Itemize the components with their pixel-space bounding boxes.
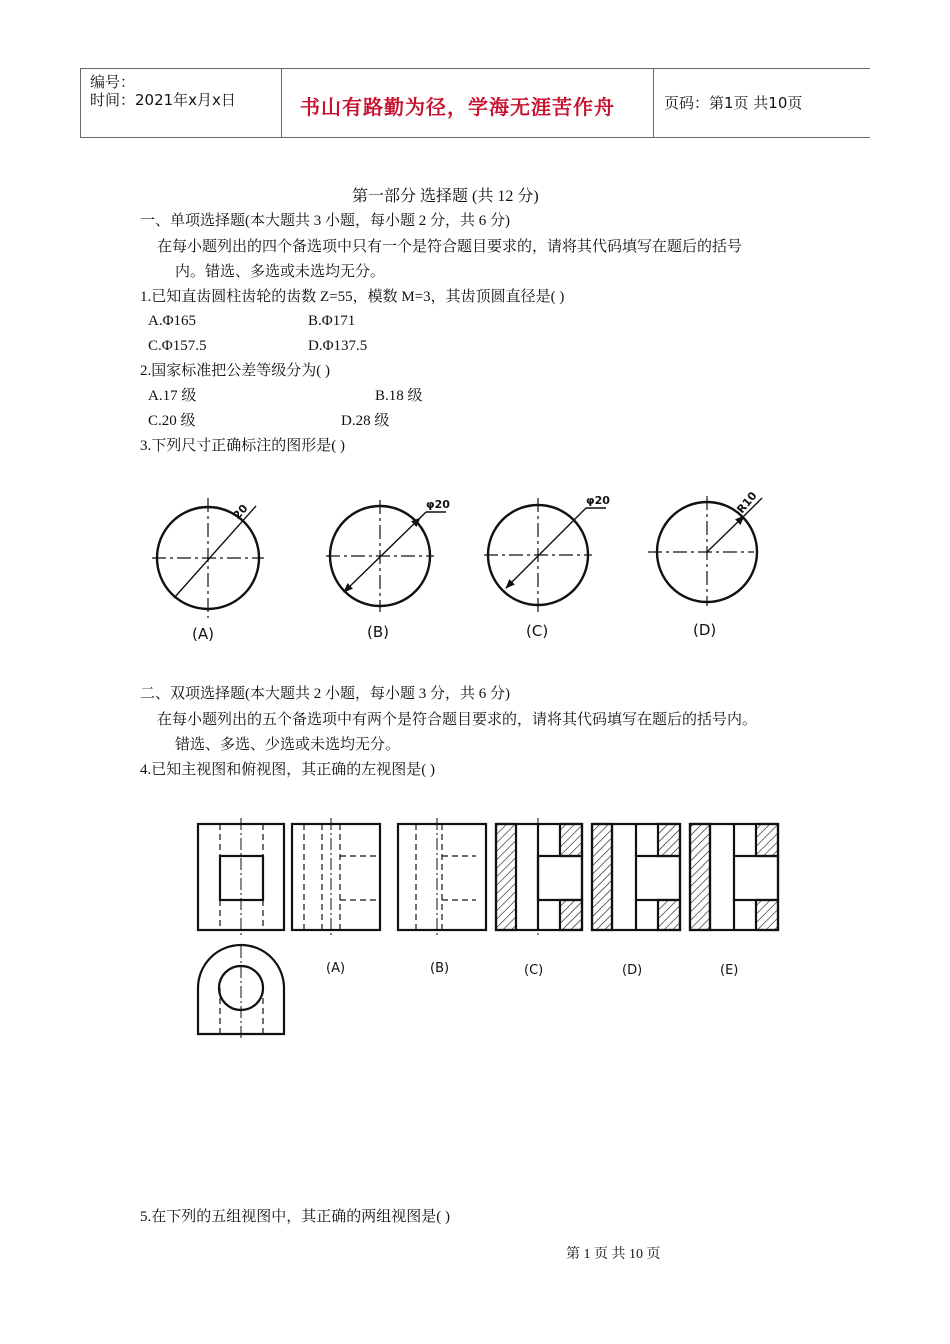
q1-stem: 1.已知直齿圆柱齿轮的齿数 Z=55，模数 M=3，其齿顶圆直径是( )	[140, 289, 565, 305]
q2-stem: 2.国家标准把公差等级分为( )	[140, 363, 330, 379]
page-footer: 第 1 页 共 10 页	[566, 1247, 661, 1262]
section-title: 第一部分 选择题 (共 12 分)	[352, 188, 539, 205]
part1-heading: 一、单项选择题(本大题共 3 小题，每小题 2 分，共 6 分)	[140, 213, 510, 229]
q4-figures	[190, 818, 790, 1043]
q1-option-b: B.Φ171	[308, 313, 356, 329]
q2-option-b: B.18 级	[375, 388, 423, 404]
q5-stem: 5.在下列的五组视图中，其正确的两组视图是( )	[140, 1209, 450, 1225]
q3-caption-d: (D)	[693, 621, 717, 639]
q3-dim-d: R10	[734, 489, 760, 516]
page-header	[80, 68, 870, 138]
q4-top-view	[198, 945, 284, 1040]
q3-dim-a: 20	[230, 501, 251, 523]
q4-option-d-view	[592, 824, 680, 930]
q3-caption-b: (B)	[367, 623, 389, 641]
part1-instruction-2: 内。错选、多选或未选均无分。	[175, 264, 386, 280]
q4-caption-b: (B)	[430, 961, 450, 976]
q3-figure-b	[326, 500, 446, 612]
q4-caption-a: (A)	[326, 961, 346, 976]
part2-instruction-1: 在每小题列出的五个备选项中有两个是符合题目要求的，请将其代码填写在题后的括号内。	[157, 712, 758, 728]
q3-dim-b: φ20	[426, 498, 450, 511]
q4-option-a-view	[292, 818, 380, 936]
q3-figure-c	[484, 498, 606, 612]
q4-option-b-view	[398, 818, 486, 936]
q2-option-a: A.17 级	[148, 388, 197, 404]
q3-caption-c: (C)	[526, 622, 549, 640]
q2-option-d: D.28 级	[341, 413, 390, 429]
q4-option-c-view	[496, 818, 582, 936]
time-label: 时间：2021年x月x日	[90, 91, 236, 109]
part2-heading: 二、双项选择题(本大题共 2 小题，每小题 3 分，共 6 分)	[140, 686, 510, 702]
q4-caption-c: (C)	[524, 963, 544, 978]
q4-option-e-view	[690, 824, 778, 930]
q3-dim-c: φ20	[586, 494, 610, 507]
q1-option-d: D.Φ137.5	[308, 338, 368, 354]
part2-instruction-2: 错选、多选、少选或未选均无分。	[175, 737, 401, 753]
motto: 书山有路勤为径，学海无涯苦作舟	[300, 95, 615, 119]
q4-caption-d: (D)	[622, 963, 643, 978]
q4-caption-e: (E)	[720, 963, 739, 978]
q2-option-c: C.20 级	[148, 413, 196, 429]
q3-figure-a	[152, 498, 264, 618]
q4-stem: 4.已知主视图和俯视图，其正确的左视图是( )	[140, 762, 435, 778]
q3-figures	[140, 478, 790, 653]
q4-front-view	[198, 818, 284, 936]
page-info: 页码：第1页 共10页	[664, 94, 803, 112]
q1-option-a: A.Φ165	[148, 313, 197, 329]
number-label: 编号：	[90, 73, 136, 91]
q3-stem: 3.下列尺寸正确标注的图形是( )	[140, 438, 345, 454]
part1-instruction-1: 在每小题列出的四个备选项中只有一个是符合题目要求的，请将其代码填写在题后的括号	[157, 239, 743, 255]
q1-option-c: C.Φ157.5	[148, 338, 207, 354]
q3-caption-a: (A)	[192, 625, 214, 643]
